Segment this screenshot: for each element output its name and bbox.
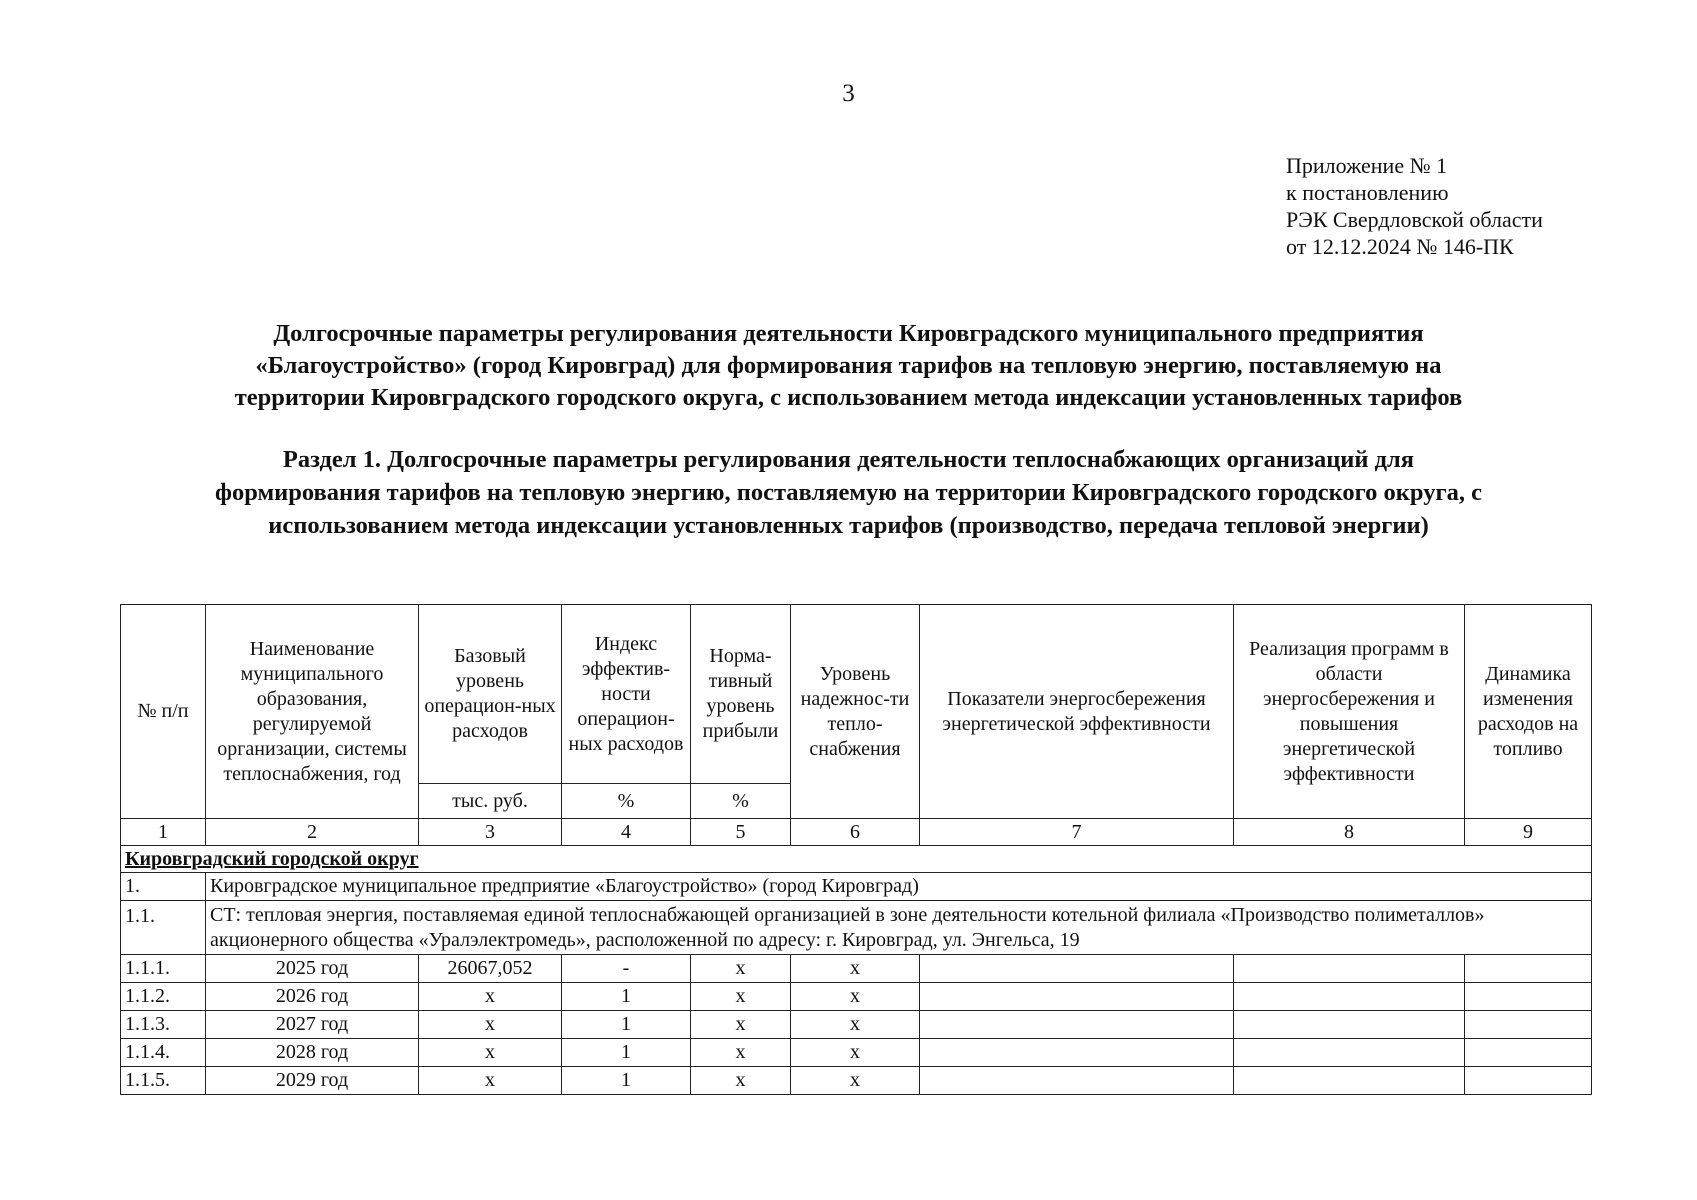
section-line: использованием метода индексации установленных тарифов (производство, передача тепловой энергии)	[268, 512, 1429, 539]
appendix-line: к постановлению	[1286, 180, 1449, 205]
row-energy-saving	[920, 1011, 1234, 1039]
row-base-opex: x	[419, 983, 562, 1011]
org-name: Кировградское муниципальное предприятие «Благоустройство» (город Кировград)	[206, 873, 1592, 901]
row-fuel-dynamics	[1465, 955, 1592, 983]
row-efficiency-index: 1	[562, 983, 691, 1011]
row-programs	[1234, 983, 1465, 1011]
row-programs	[1234, 1039, 1465, 1067]
unit-efficiency-index: %	[562, 784, 691, 819]
row-energy-saving	[920, 1067, 1234, 1095]
appendix-block	[1286, 152, 1543, 260]
column-number: 9	[1465, 819, 1592, 846]
row-programs	[1234, 1011, 1465, 1039]
column-numbers-row	[121, 819, 1592, 846]
system-row	[121, 901, 1592, 955]
row-year: 2029 год	[206, 1067, 419, 1095]
org-row	[121, 873, 1592, 901]
row-number: 1.1.3.	[121, 1011, 206, 1039]
row-profit-level: x	[691, 955, 791, 983]
table-row	[121, 1039, 1592, 1067]
row-programs	[1234, 955, 1465, 983]
row-fuel-dynamics	[1465, 1067, 1592, 1095]
row-year: 2026 год	[206, 983, 419, 1011]
row-reliability: x	[791, 955, 920, 983]
table-row	[121, 1011, 1592, 1039]
column-number: 3	[419, 819, 562, 846]
title-line: «Благоустройство» (город Кировград) для формирования тарифов на тепловую энергию, поставляемую на	[255, 352, 1442, 379]
row-energy-saving	[920, 983, 1234, 1011]
header-fuel-dynamics: Динамика изменения расходов на топливо	[1465, 605, 1592, 819]
title-line: Долгосрочные параметры регулирования деятельности Кировградского муниципального предприятия	[273, 320, 1424, 347]
row-profit-level: x	[691, 1011, 791, 1039]
header-programs: Реализация программ в области энергосбережения и повышения энергетической эффективности	[1234, 605, 1465, 819]
row-reliability: x	[791, 983, 920, 1011]
row-base-opex: 26067,052	[419, 955, 562, 983]
row-profit-level: x	[691, 983, 791, 1011]
row-fuel-dynamics	[1465, 983, 1592, 1011]
table-row	[121, 955, 1592, 983]
appendix-line: Приложение № 1	[1286, 153, 1448, 178]
row-number: 1.1.4.	[121, 1039, 206, 1067]
section-line: Раздел 1. Долгосрочные параметры регулирования деятельности теплоснабжающих организаций для	[282, 446, 1415, 473]
unit-profit-level: %	[691, 784, 791, 819]
row-base-opex: x	[419, 1067, 562, 1095]
group-title: Кировградский городской округ	[121, 846, 1592, 873]
header-number: № п/п	[121, 605, 206, 819]
row-number: 1.1.1.	[121, 955, 206, 983]
row-reliability: x	[791, 1039, 920, 1067]
section-line: формирования тарифов на тепловую энергию, поставляемую на территории Кировградского городского округа, с	[215, 479, 1482, 506]
row-year: 2028 год	[206, 1039, 419, 1067]
row-base-opex: x	[419, 1039, 562, 1067]
system-description: СТ: тепловая энергия, поставляемая единой теплоснабжающей организацией в зоне деятельности котельной филиала «Производство полиметаллов» акционерного общества «Уралэлектромедь», расположенной по адресу: г. Кировград, ул. Энгельса, 19	[206, 901, 1592, 955]
row-efficiency-index: 1	[562, 1067, 691, 1095]
unit-base-opex: тыс. руб.	[419, 784, 562, 819]
appendix-line: от 12.12.2024 № 146-ПК	[1286, 234, 1514, 259]
row-reliability: x	[791, 1067, 920, 1095]
page-number: 3	[842, 80, 855, 107]
document-title	[100, 318, 1597, 414]
row-profit-level: x	[691, 1039, 791, 1067]
table-row	[121, 983, 1592, 1011]
column-number: 4	[562, 819, 691, 846]
header-base-opex: Базовый уровень операцион-ных расходов	[419, 605, 562, 784]
column-number: 7	[920, 819, 1234, 846]
column-number: 8	[1234, 819, 1465, 846]
column-number: 2	[206, 819, 419, 846]
header-name: Наименование муниципального образования, регулируемой организации, системы теплоснабжения, год	[206, 605, 419, 819]
header-energy-saving: Показатели энергосбережения энергетической эффективности	[920, 605, 1234, 819]
row-energy-saving	[920, 1039, 1234, 1067]
title-line: территории Кировградского городского округа, с использованием метода индексации установленных тарифов	[234, 384, 1463, 411]
column-number: 6	[791, 819, 920, 846]
parameters-table	[120, 604, 1592, 1095]
row-profit-level: x	[691, 1067, 791, 1095]
appendix-line: РЭК Свердловской области	[1286, 207, 1543, 232]
row-number: 1.1.5.	[121, 1067, 206, 1095]
row-reliability: x	[791, 1011, 920, 1039]
row-efficiency-index: 1	[562, 1039, 691, 1067]
header-efficiency-index: Индекс эффектив-ности операцион-ных расходов	[562, 605, 691, 784]
group-row	[121, 846, 1592, 873]
row-programs	[1234, 1067, 1465, 1095]
row-base-opex: x	[419, 1011, 562, 1039]
row-year: 2025 год	[206, 955, 419, 983]
column-number: 5	[691, 819, 791, 846]
row-energy-saving	[920, 955, 1234, 983]
org-number: 1.	[121, 873, 206, 901]
header-reliability: Уровень надежнос-ти тепло-снабжения	[791, 605, 920, 819]
column-number: 1	[121, 819, 206, 846]
table-row	[121, 1067, 1592, 1095]
row-number: 1.1.2.	[121, 983, 206, 1011]
row-fuel-dynamics	[1465, 1039, 1592, 1067]
system-number: 1.1.	[121, 901, 206, 955]
header-profit-level: Норма-тивный уровень прибыли	[691, 605, 791, 784]
row-efficiency-index: -	[562, 955, 691, 983]
row-efficiency-index: 1	[562, 1011, 691, 1039]
row-fuel-dynamics	[1465, 1011, 1592, 1039]
section-title	[100, 443, 1597, 542]
row-year: 2027 год	[206, 1011, 419, 1039]
